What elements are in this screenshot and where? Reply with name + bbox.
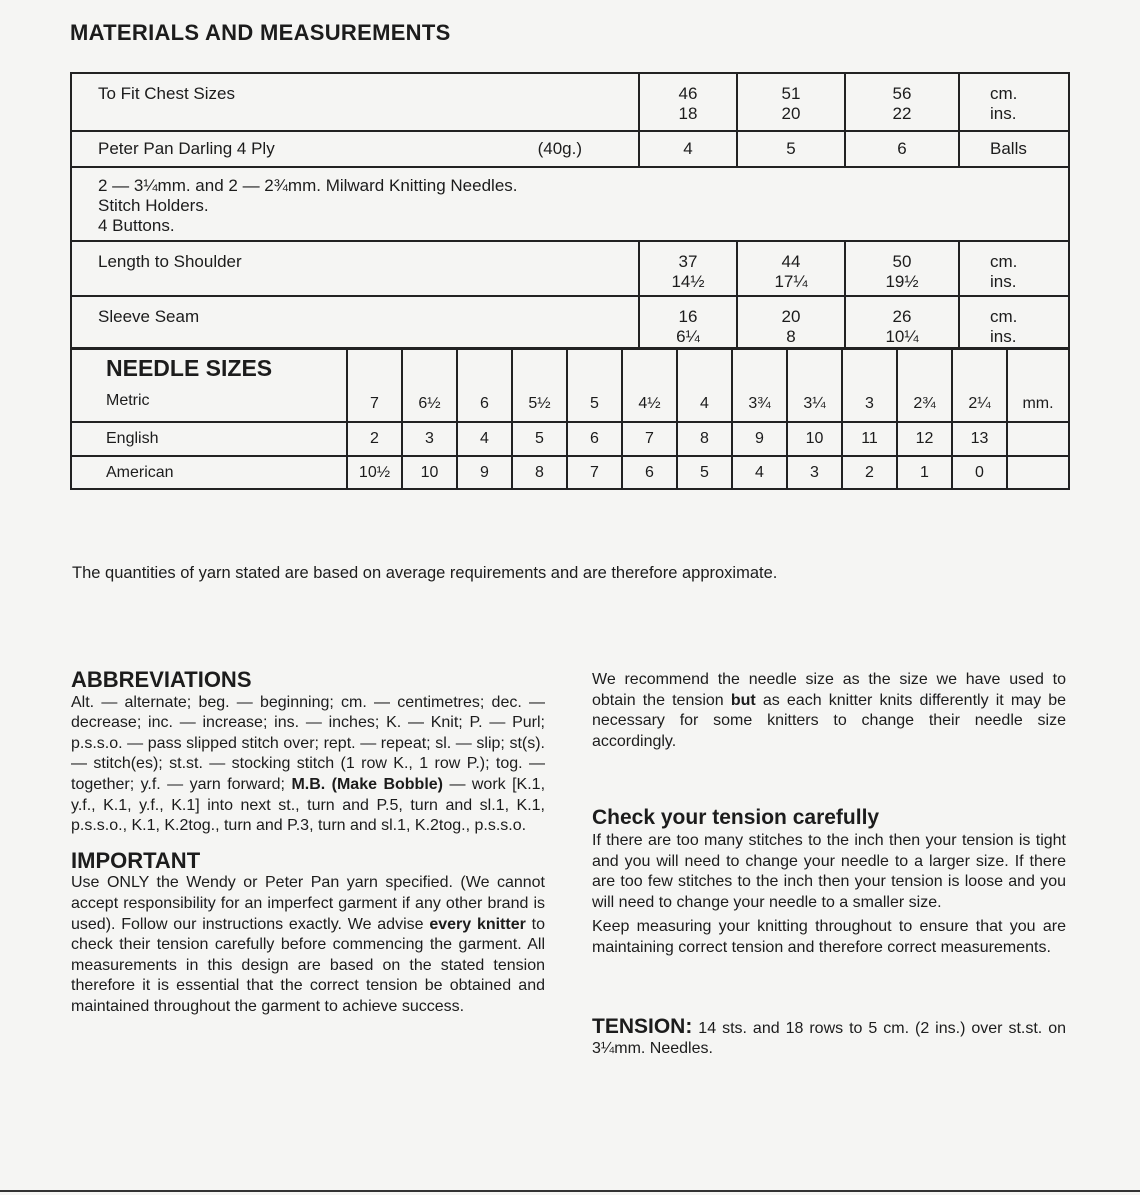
- american-cell: 8: [512, 456, 567, 489]
- important-text: Use ONLY the Wendy or Peter Pan yarn specified. (We cannot accept responsibility for an imperfect garment if any other brand is used). Follow our instructions exactly. We advise every knitter to check their tension carefully before commencing the garment. All measurements in this design are based on the stated tension therefore it is essential that the correct tension be obtained and maintained throughout the garment to achieve success.: [71, 874, 545, 1015]
- yarn-balls-1: 4: [639, 131, 737, 167]
- american-cell: 4: [732, 456, 787, 489]
- important-heading: IMPORTANT: [71, 847, 201, 873]
- bottom-rule: [0, 1190, 1140, 1192]
- metric-cell: 3: [842, 348, 897, 422]
- american-label: American: [71, 456, 347, 489]
- american-cell: 3: [787, 456, 842, 489]
- english-cell: 5: [512, 422, 567, 456]
- english-cell: 3: [402, 422, 457, 456]
- chest-label: To Fit Chest Sizes: [71, 73, 639, 131]
- english-cell: 12: [897, 422, 952, 456]
- chest-size-2: 51 20: [737, 73, 845, 131]
- chest-row: [71, 73, 1069, 131]
- english-unit-cell: [1007, 422, 1069, 456]
- tension-text: TENSION: 14 sts. and 18 rows to 5 cm. (2 ins.) over st.st. on 3¼mm. Needles.: [592, 1014, 1066, 1058]
- sleeve-size-2: 20 8: [737, 296, 845, 349]
- metric-unit: mm.: [1007, 348, 1069, 422]
- chest-units: cm. ins.: [959, 73, 1069, 131]
- recommend-text: We recommend the needle size as the size we have used to obtain the tension but as each knitter knits differently it may be necessary for some knitters to change their needle size accordingly.: [592, 671, 1067, 750]
- english-cell: 11: [842, 422, 897, 456]
- check-tension-heading: Check your tension carefully: [592, 806, 880, 830]
- accessories-row: [71, 167, 1069, 241]
- metric-cell: 3¼: [787, 348, 842, 422]
- english-cell: 4: [457, 422, 512, 456]
- english-cell: 7: [622, 422, 677, 456]
- length-units: cm. ins.: [959, 241, 1069, 296]
- metric-cell: 2¾: [897, 348, 952, 422]
- american-cell: 10: [402, 456, 457, 489]
- sleeve-size-1: 16 6¼: [639, 296, 737, 349]
- american-cell: 7: [567, 456, 622, 489]
- metric-cell: 3¾: [732, 348, 787, 422]
- left-column: [71, 667, 546, 1018]
- english-label: English: [71, 422, 347, 456]
- english-cell: 8: [677, 422, 732, 456]
- american-cell: 10½: [347, 456, 402, 489]
- metric-cell: 7: [347, 348, 402, 422]
- american-cell: 2: [842, 456, 897, 489]
- yarn-quantity-note: The quantities of yarn stated are based on average requirements and are therefore approximate.: [72, 564, 778, 582]
- american-cell: 0: [952, 456, 1007, 489]
- metric-cell: 6½: [402, 348, 457, 422]
- american-cell: 5: [677, 456, 732, 489]
- right-column: [592, 670, 1066, 1060]
- metric-cell: 4: [677, 348, 732, 422]
- american-cell: 6: [622, 456, 677, 489]
- english-cell: 10: [787, 422, 842, 456]
- metric-label: Metric: [106, 392, 150, 409]
- yarn-label-cell: [71, 131, 639, 167]
- english-cell: 2: [347, 422, 402, 456]
- american-unit-cell: [1007, 456, 1069, 489]
- length-size-3: 50 19½: [845, 241, 959, 296]
- yarn-balls-3: 6: [845, 131, 959, 167]
- yarn-balls-2: 5: [737, 131, 845, 167]
- english-cell: 9: [732, 422, 787, 456]
- yarn-unit: Balls: [959, 131, 1069, 167]
- sleeve-units: cm. ins.: [959, 296, 1069, 349]
- yarn-label: Peter Pan Darling 4 Ply: [98, 139, 275, 158]
- metric-row: [71, 348, 1069, 422]
- metric-cell: 5½: [512, 348, 567, 422]
- sleeve-label: Sleeve Seam: [71, 296, 639, 349]
- accessories-list: 2 — 3¼mm. and 2 — 2¾mm. Milward Knitting Needles. Stitch Holders. 4 Buttons.: [71, 167, 1069, 241]
- sleeve-size-3: 26 10¼: [845, 296, 959, 349]
- check-tension-para-1: If there are too many stitches to the inch then your tension is tight and you will need to change your needle to a larger size. If there are too few stitches to the inch then your tension is loose and you will need to change your needle to a smaller size.: [592, 831, 1066, 911]
- needle-sizes-heading: NEEDLE SIZES Metric: [71, 348, 347, 422]
- needle-sizes-table: [70, 347, 1070, 490]
- abbreviations-heading: ABBREVIATIONS: [71, 667, 252, 692]
- check-tension-para-2: Keep measuring your knitting throughout to ensure that you are maintaining correct tension and therefore correct measurements.: [592, 918, 1066, 956]
- abbreviations-text: Alt. — alternate; beg. — beginning; cm. — centimetres; dec. — decrease; inc. — increase; ins. — inches; K. — Knit; P. — Purl; p.s.s.o. — pass slipped stitch over; rept. — repeat; sl. — slip; st(s). — stitch(es); st.st. — stocking stitch (1 row K., 1 row P.); tog. — together; y.f. — yarn forward; M.B. (Make Bobble) — work [K.1, y.f., K.1, y.f., K.1] into next st., turn and P.5, turn and sl.1, K.1, p.s.s.o., K.1, K.2tog., turn and P.3, turn and sl.1, K.2tog., p.s.s.o.: [71, 693, 546, 835]
- materials-table: [70, 72, 1070, 350]
- metric-cell: 4½: [622, 348, 677, 422]
- metric-cell: 5: [567, 348, 622, 422]
- yarn-row: [71, 131, 1069, 167]
- length-row: [71, 241, 1069, 296]
- metric-cell: 6: [457, 348, 512, 422]
- chest-size-3: 56 22: [845, 73, 959, 131]
- length-size-2: 44 17¼: [737, 241, 845, 296]
- american-row: [71, 456, 1069, 489]
- american-cell: 9: [457, 456, 512, 489]
- length-size-1: 37 14½: [639, 241, 737, 296]
- chest-size-1: 46 18: [639, 73, 737, 131]
- english-cell: 13: [952, 422, 1007, 456]
- sleeve-row: [71, 296, 1069, 349]
- english-cell: 6: [567, 422, 622, 456]
- american-cell: 1: [897, 456, 952, 489]
- yarn-weight: (40g.): [537, 139, 582, 158]
- metric-cell: 2¼: [952, 348, 1007, 422]
- page-title: MATERIALS AND MEASUREMENTS: [70, 20, 451, 45]
- length-label: Length to Shoulder: [71, 241, 639, 296]
- english-row: [71, 422, 1069, 456]
